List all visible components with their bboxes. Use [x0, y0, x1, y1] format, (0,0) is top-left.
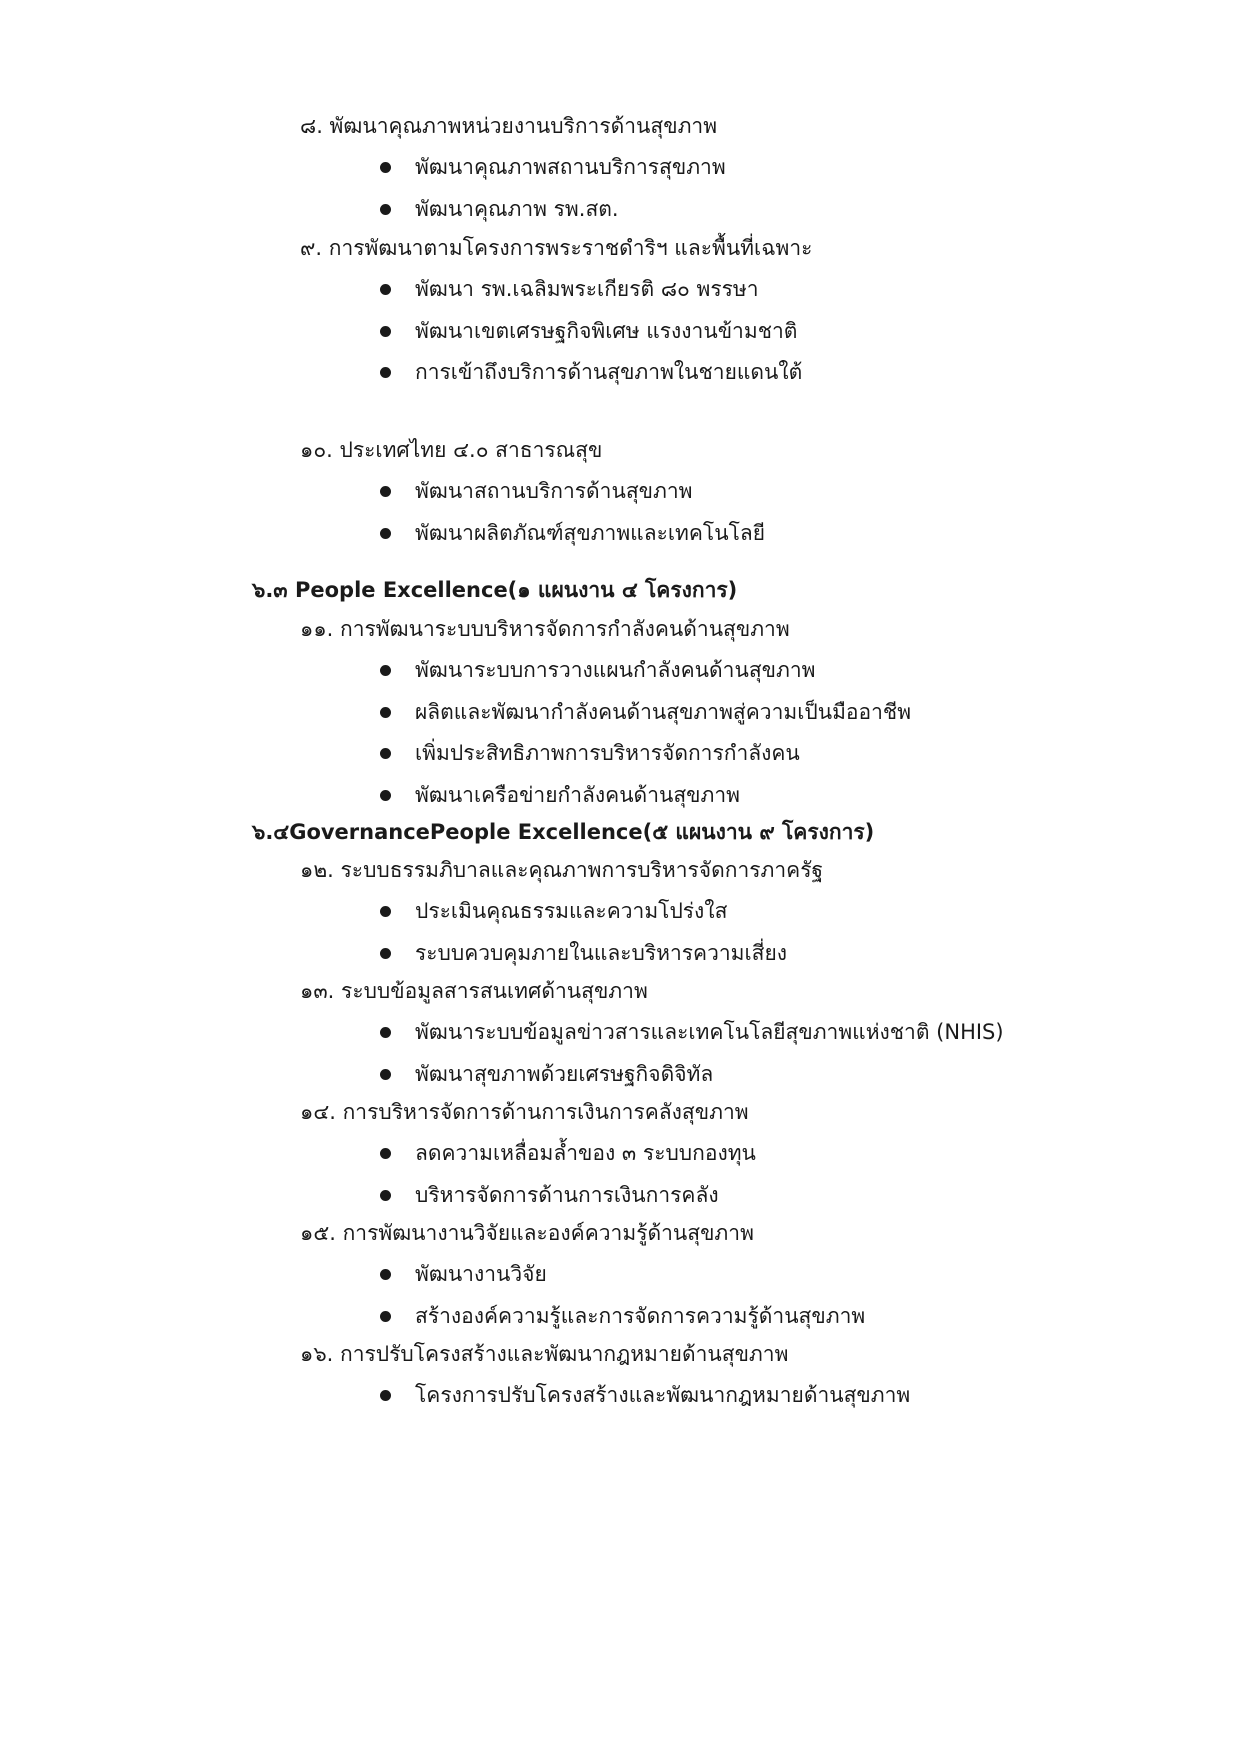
program-heading-9: ๙. การพัฒนาตามโครงการพระราชดำริฯ และพื้นที่เฉพาะ	[300, 236, 813, 260]
list-item-text: พัฒนาคุณภาพ รพ.สต.	[415, 197, 619, 221]
section-heading-6-3: ๖.๓ People Excellence(๑ แผนงาน ๔ โครงการ)	[252, 578, 738, 602]
bullet-icon	[380, 1190, 391, 1201]
list-item-text: บริหารจัดการด้านการเงินการคลัง	[415, 1183, 719, 1207]
list-item	[380, 656, 815, 684]
list-item	[380, 1181, 719, 1209]
bullet-icon	[380, 326, 391, 337]
bullet-icon	[380, 1069, 391, 1080]
list-item-text: พัฒนาระบบการวางแผนกำลังคนด้านสุขภาพ	[415, 658, 816, 682]
bullet-icon	[380, 162, 391, 173]
bullet-icon	[380, 1148, 391, 1159]
program-heading-12: ๑๒. ระบบธรรมภิบาลและคุณภาพการบริหารจัดการภาครัฐ	[300, 858, 824, 882]
bullet-icon	[380, 367, 391, 378]
program-heading-15: ๑๕. การพัฒนางานวิจัยและองค์ความรู้ด้านสุขภาพ	[300, 1221, 754, 1245]
bullet-icon	[380, 1390, 391, 1401]
program-heading-13: ๑๓. ระบบข้อมูลสารสนเทศด้านสุขภาพ	[300, 979, 648, 1003]
program-heading-16: ๑๖. การปรับโครงสร้างและพัฒนากฎหมายด้านสุขภาพ	[300, 1342, 789, 1366]
list-item-text: ประเมินคุณธรรมและความโปร่งใส	[415, 899, 728, 923]
list-item	[380, 739, 800, 767]
program-heading-14: ๑๔. การบริหารจัดการด้านการเงินการคลังสุขภาพ	[300, 1100, 749, 1124]
list-item-text: พัฒนาผลิตภัณฑ์สุขภาพและเทคโนโลยี	[415, 521, 766, 545]
list-item-text: พัฒนาคุณภาพสถานบริการสุขภาพ	[415, 155, 726, 179]
list-item-text: พัฒนาระบบข้อมูลข่าวสารและเทคโนโลยีสุขภาพแห่งชาติ (NHIS)	[415, 1020, 1004, 1044]
list-item	[380, 1381, 910, 1409]
list-item	[380, 1302, 865, 1330]
list-item	[380, 897, 727, 925]
bullet-icon	[380, 1311, 391, 1322]
program-heading-10: ๑๐. ประเทศไทย ๔.๐ สาธารณสุข	[300, 438, 603, 462]
program-heading-11: ๑๑. การพัฒนาระบบบริหารจัดการกำลังคนด้านสุขภาพ	[300, 617, 790, 641]
list-item	[380, 317, 797, 345]
list-item	[380, 1018, 1004, 1046]
list-item-text: พัฒนาสุขภาพด้วยเศรษฐกิจดิจิทัล	[415, 1062, 714, 1086]
bullet-icon	[380, 1027, 391, 1038]
list-item-text: พัฒนาเขตเศรษฐกิจพิเศษ แรงงานข้ามชาติ	[415, 319, 798, 343]
list-item-text: เพิ่มประสิทธิภาพการบริหารจัดการกำลังคน	[415, 741, 800, 765]
section-heading-6-4: ๖.๔GovernancePeople Excellence(๕ แผนงาน ๙ โครงการ)	[252, 820, 875, 844]
bullet-icon	[380, 748, 391, 759]
list-item	[380, 939, 787, 967]
list-item	[380, 519, 765, 547]
list-item	[380, 1139, 756, 1167]
list-item-text: ลดความเหลื่อมล้ำของ ๓ ระบบกองทุน	[415, 1141, 756, 1165]
bullet-icon	[380, 528, 391, 539]
list-item-text: พัฒนาสถานบริการด้านสุขภาพ	[415, 479, 693, 503]
list-item-text: พัฒนาเครือข่ายกำลังคนด้านสุขภาพ	[415, 783, 740, 807]
list-item	[380, 195, 619, 223]
bullet-icon	[380, 1269, 391, 1280]
bullet-icon	[380, 284, 391, 295]
bullet-icon	[380, 906, 391, 917]
list-item	[380, 781, 740, 809]
list-item	[380, 275, 759, 303]
list-item-text: พัฒนางานวิจัย	[415, 1262, 547, 1286]
list-item-text: การเข้าถึงบริการด้านสุขภาพในชายแดนใต้	[415, 360, 803, 384]
list-item	[380, 698, 911, 726]
list-item-text: พัฒนา รพ.เฉลิมพระเกียรติ ๘๐ พรรษา	[415, 277, 759, 301]
bullet-icon	[380, 204, 391, 215]
list-item	[380, 358, 802, 386]
list-item	[380, 1260, 547, 1288]
list-item	[380, 153, 726, 181]
bullet-icon	[380, 790, 391, 801]
list-item	[380, 477, 692, 505]
list-item-text: โครงการปรับโครงสร้างและพัฒนากฎหมายด้านสุขภาพ	[415, 1383, 911, 1407]
bullet-icon	[380, 665, 391, 676]
bullet-icon	[380, 486, 391, 497]
list-item-text: ผลิตและพัฒนากำลังคนด้านสุขภาพสู่ความเป็นมืออาชีพ	[415, 700, 912, 724]
bullet-icon	[380, 707, 391, 718]
program-heading-8: ๘. พัฒนาคุณภาพหน่วยงานบริการด้านสุขภาพ	[300, 114, 718, 138]
list-item-text: ระบบควบคุมภายในและบริหารความเสี่ยง	[415, 941, 788, 965]
bullet-icon	[380, 948, 391, 959]
list-item-text: สร้างองค์ความรู้และการจัดการความรู้ด้านสุขภาพ	[415, 1304, 866, 1328]
list-item	[380, 1060, 713, 1088]
